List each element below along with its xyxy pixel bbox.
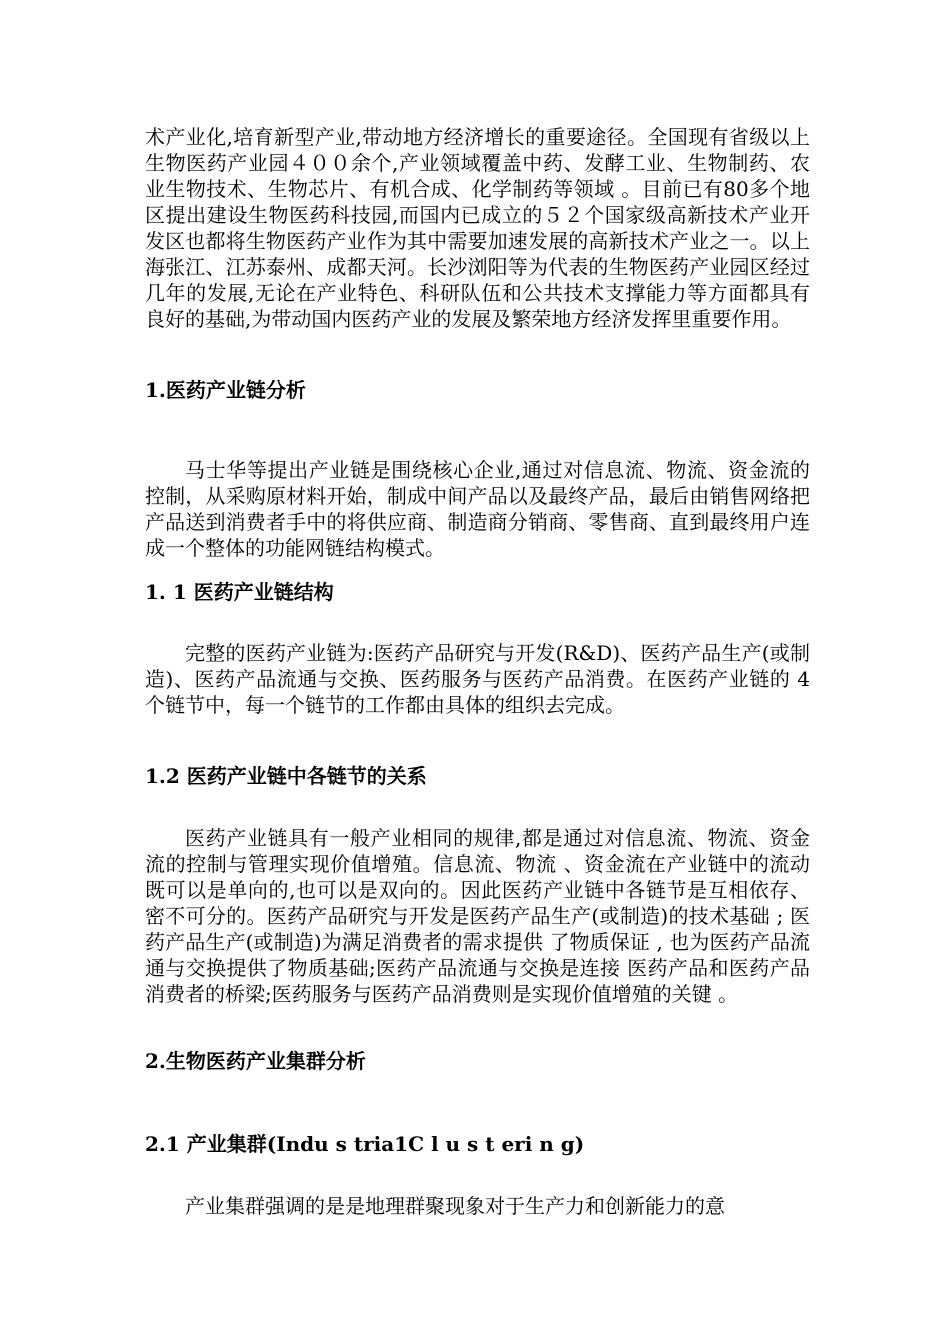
section-1-1-paragraph: 完整的医药产业链为:医药产品研究与开发(R&D)、医药产品生产(或制造)、医药产品流通与交换、医药服务与医药产品消费。在医药产业链的 4 个链节中，每一个链节的工作都由具体的组织去完成。: [145, 641, 810, 717]
section-1-1-heading: 1. 1 医药产业链结构: [145, 580, 334, 604]
section-1-2-paragraph: 医药产业链具有一般产业相同的规律,都是通过对信息流、物流、资金流的控制与管理实现价值增殖。信息流、物流 、资金流在产业链中的流动既可以是单向的,也可以是双向的。因此医药产业链中各链节是互相依存、密不可分的。医药产品研究与开发是医药产品生产(或制造)的技术基础 ; 医药产品生产(或制造)为满足消费者的需求提供 了物质保证 , 也为医药产品流通与交换提供了物质基础;医药产品流通与交换是连接 医药产品和医药产品消费者的桥梁;医药服务与医药产品消费则是实现价值增殖的关键 。: [145, 826, 810, 1006]
intro-paragraph: 术产业化,培育新型产业,带动地方经济增长的重要途径。全国现有省级以上生物医药产业园４００余个,产业领域覆盖中药、发酵工业、生物制药、农业生物技术、生物芯片、有机合成、化学制药等领域 。目前已有80多个地区提出建设生物医药科技园,而国内已成立的５２个国家级高新技术产业开发区也都将生物医药产业作为其中需要加速发展的高新技术产业之一。以上海张江、江苏泰州、成都天河。长沙浏阳等为代表的生物医药产业园区经过几年的发展,无论在产业特色、科研队伍和公共技术支撑能力等方面都具有良好的基础,为带动国内医药产业的发展及繁荣地方经济发挥里重要作用。: [145, 125, 810, 331]
section-2-1-heading: 2.1 产业集群(Indu s tria1C l u s t eri n g): [145, 1132, 585, 1156]
section-2-heading: 2.生物医药产业集群分析: [145, 1049, 366, 1073]
section-2-1-paragraph: 产业集群强调的是是地理群聚现象对于生产力和创新能力的意: [185, 1194, 725, 1218]
section-1-heading: 1.医药产业链分析: [145, 378, 306, 402]
section-1-2-heading: 1.2 医药产业链中各链节的关系: [145, 764, 427, 788]
section-1-paragraph: 马士华等提出产业链是围绕核心企业,通过对信息流、物流、资金流的控制，从采购原材料开始，制成中间产品以及最终产品，最后由销售网络把产品送到消费者手中的将供应商、制造商分销商、零售商、直到最终用户连成一个整体的功能网链结构模式。: [145, 458, 810, 560]
